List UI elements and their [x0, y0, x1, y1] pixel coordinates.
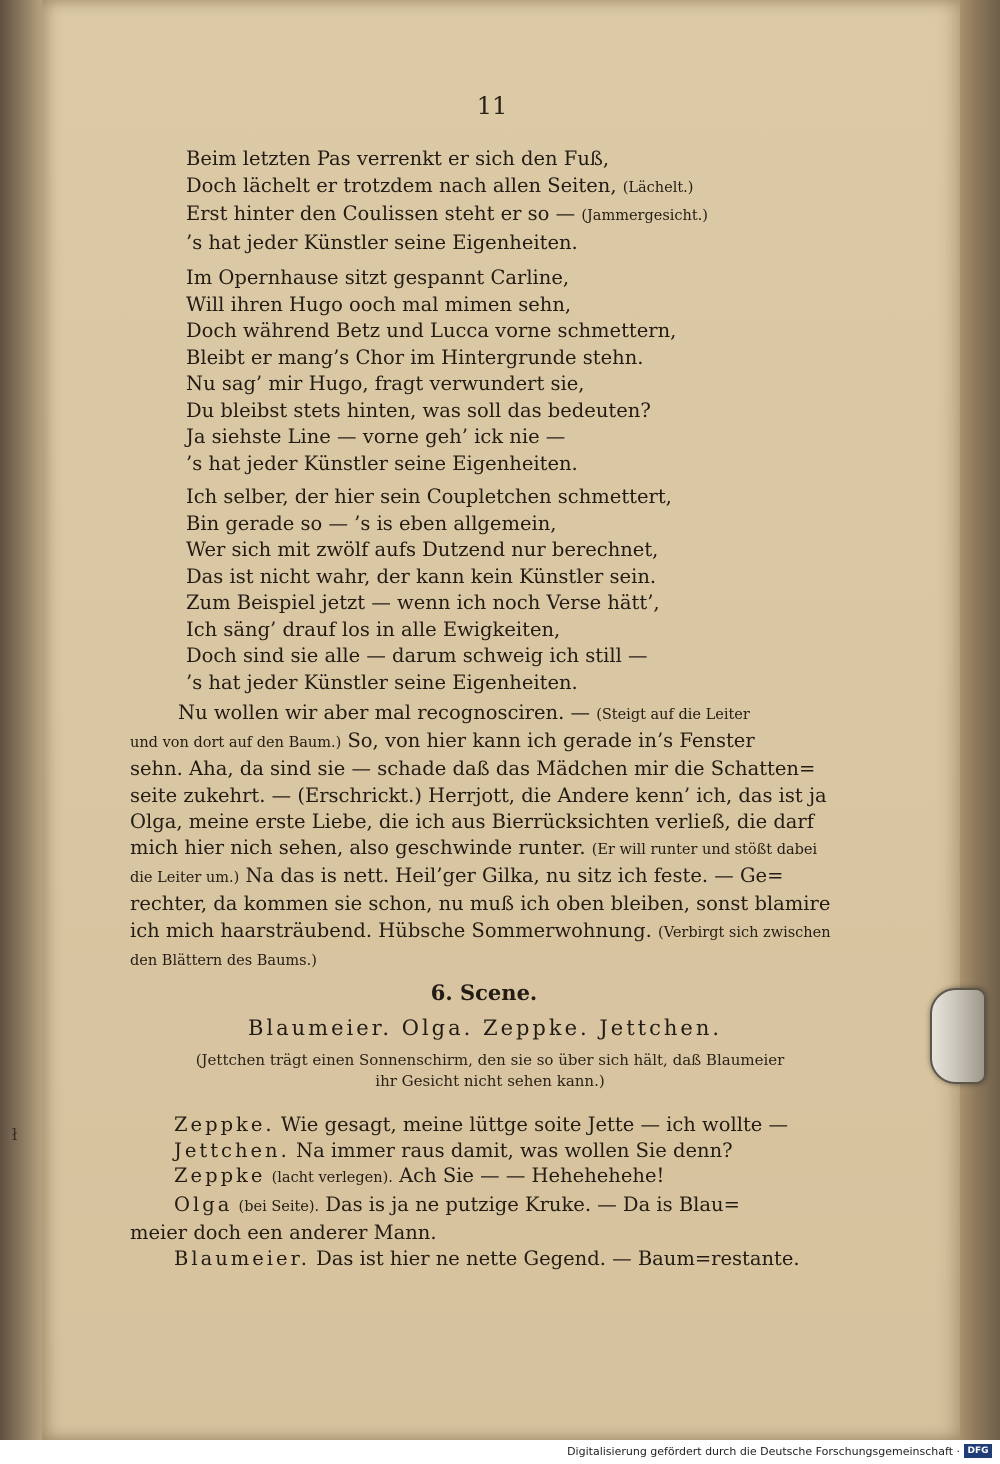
page-number: 11: [476, 92, 508, 120]
book-spine-edge: [0, 0, 42, 1440]
verse-line: Doch sind sie alle — darum schweig ich still —: [186, 644, 648, 667]
prose-line: rechter, da kommen sie schon, nu muß ich oben bleiben, sonst blamire: [130, 892, 831, 916]
verse-line: Ich säng’ drauf los in alle Ewigkeiten,: [186, 617, 561, 641]
verse-line: ’s hat jeder Künstler seine Eigenheiten.: [186, 670, 578, 694]
prose-line: und von dort auf den Baum.) So, von hier kann ich gerade in’s Fenster: [130, 729, 755, 753]
margin-mark: ł: [12, 1125, 18, 1144]
stanza-3: [186, 484, 672, 696]
dialogue-line: Zeppke. Wie gesagt, meine lüttge soite Jette — ich wollte —: [174, 1113, 789, 1136]
footer-credit: Digitalisierung gefördert durch die Deutsche Forschungsgemeinschaft ·: [567, 1445, 960, 1458]
verse-line: ’s hat jeder Künstler seine Eigenheiten.: [186, 451, 578, 475]
prose-line: mich hier nich sehen, also geschwinde runter. (Er will runter und stößt dabei: [130, 836, 818, 860]
verse-line: Bin gerade so — ’s is eben allgemein,: [186, 511, 557, 535]
prose-line: Nu wollen wir aber mal recognosciren. — (Steigt auf die Leiter: [178, 701, 750, 724]
verse-line: Will ihren Hugo ooch mal mimen sehn,: [186, 292, 572, 316]
verse-line: Das ist nicht wahr, der kann kein Künstler sein.: [186, 564, 657, 588]
prose-line: ich mich haarsträubend. Hübsche Sommerwohnung. (Verbirgt sich zwischen: [130, 918, 831, 942]
verse-line: Ich selber, der hier sein Coupletchen schmettert,: [186, 485, 672, 508]
scene-heading: 6. Scene.: [430, 980, 538, 1005]
prose-line: den Blättern des Baums.): [130, 952, 317, 969]
dialogue-line: Blaumeier. Das ist hier ne nette Gegend. — Baum=restante.: [174, 1246, 800, 1270]
prose-line: die Leiter um.) Na das is nett. Heil’ger Gilka, nu sitz ich feste. — Ge=: [130, 864, 784, 888]
verse-line: Beim letzten Pas verrenkt er sich den Fuß,: [186, 147, 610, 170]
verse-line: Ja siehste Line — vorne geh’ ick nie —: [186, 425, 566, 448]
dialogue-line: Jettchen. Na immer raus damit, was wollen Sie denn?: [174, 1138, 733, 1162]
prose-line: sehn. Aha, da sind sie — schade daß das Mädchen mir die Schatten=: [130, 757, 816, 781]
page-edge-right: [960, 0, 1000, 1440]
stage-direction: [150, 1050, 830, 1092]
prose-paragraph: [130, 700, 840, 974]
verse-line: Zum Beispiel jetzt — wenn ich noch Verse hätt’,: [186, 591, 660, 614]
verse-line: Bleibt er mang’s Chor im Hintergrunde stehn.: [186, 345, 644, 369]
verse-line: Wer sich mit zwölf aufs Dutzend nur berechnet,: [186, 538, 659, 561]
scene-cast: Blaumeier. Olga. Zeppke. Jettchen.: [247, 1016, 723, 1040]
stanza-1: [186, 146, 708, 256]
prose-line: Olga, meine erste Liebe, die ich aus Bierrücksichten verließ, die darf: [130, 809, 814, 833]
dialogue-line: Zeppke (lacht verlegen). Ach Sie — — Hehehehehe!: [174, 1164, 665, 1187]
dialogue: [130, 1112, 800, 1271]
prose-line: seite zukehrt. — (Erschrickt.) Herrjott, die Andere kenn’ ich, das ist ja: [130, 783, 827, 807]
verse-line: Nu sag’ mir Hugo, fragt verwundert sie,: [186, 372, 585, 395]
dialogue-line: Olga (bei Seite). Das is ja ne putzige Kruke. — Da is Blau=: [174, 1192, 740, 1216]
stage-direction-line: ihr Gesicht nicht sehen kann.): [375, 1072, 605, 1090]
verse-line: Du bleibst stets hinten, was soll das bedeuten?: [186, 398, 651, 422]
dialogue-line: meier doch een anderer Mann.: [130, 1221, 437, 1244]
stanza-2: [186, 265, 676, 477]
verse-line: Im Opernhause sitzt gespannt Carline,: [186, 266, 570, 289]
verse-line: Doch während Betz und Lucca vorne schmettern,: [186, 319, 677, 342]
footer-bar: [0, 1440, 1000, 1464]
dfg-logo: DFG: [964, 1444, 992, 1458]
verse-line: Doch lächelt er trotzdem nach allen Seiten, (Lächelt.): [186, 173, 694, 197]
verse-line: ’s hat jeder Künstler seine Eigenheiten.: [186, 230, 578, 254]
verse-line: Erst hinter den Coulissen steht er so — (Jammergesicht.): [186, 202, 708, 225]
stage-direction-line: (Jettchen trägt einen Sonnenschirm, den sie so über sich hält, daß Blaumeier: [195, 1051, 785, 1069]
